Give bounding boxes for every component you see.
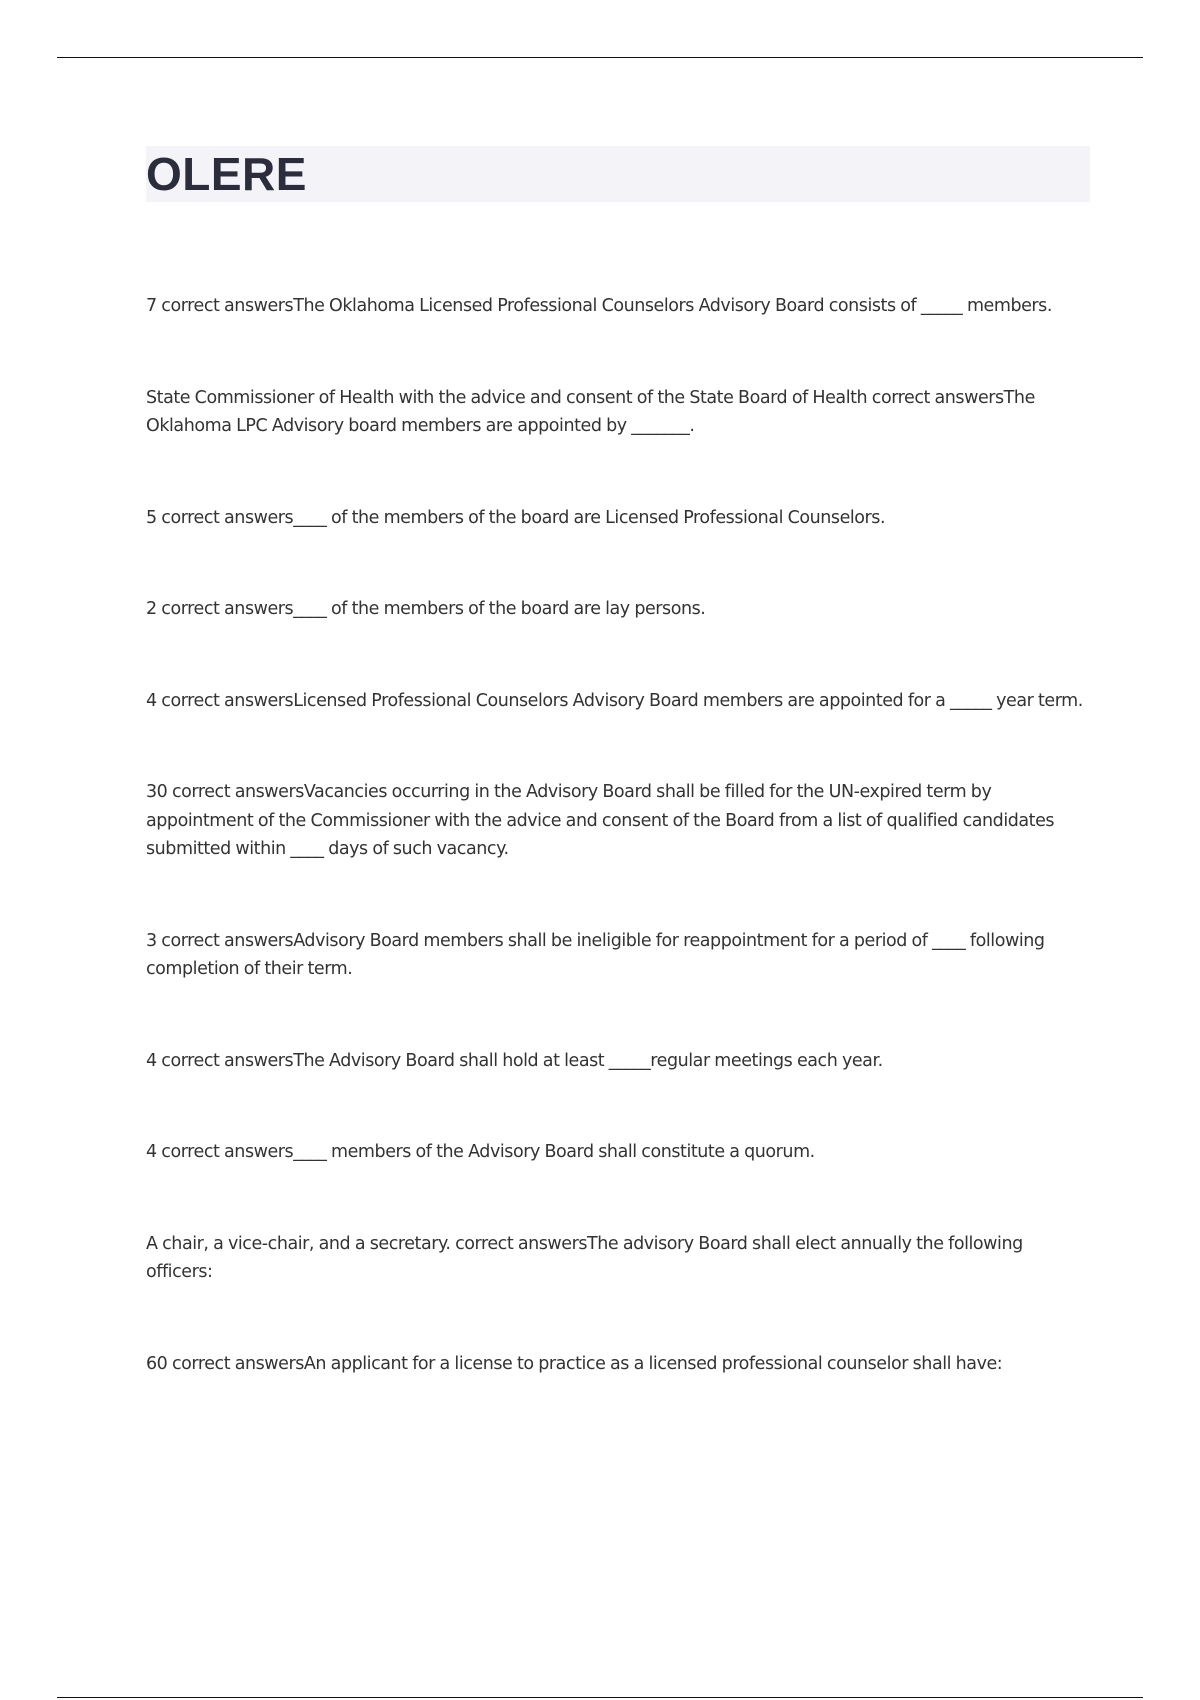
qa-item: 30 correct answersVacancies occurring in the Advisory Board shall be filled for the UN-expired term by appointment of the Commissioner with the advice and consent of the Board from a list of qualified candidates submitted within ____ days of such vacancy. <box>146 782 1055 859</box>
qa-item: 2 correct answers____ of the members of the board are lay persons. <box>146 599 706 619</box>
page-title: OLERE <box>146 148 307 200</box>
qa-item: 7 correct answersThe Oklahoma Licensed Professional Counselors Advisory Board consists of _____ members. <box>146 296 1052 316</box>
top-divider <box>57 57 1143 58</box>
qa-list <box>146 292 1092 1441</box>
qa-item: 5 correct answers____ of the members of the board are Licensed Professional Counselors. <box>146 507 886 528</box>
qa-item: A chair, a vice-chair, and a secretary. correct answersThe advisory Board shall elect annually the following officers: <box>146 1233 1023 1282</box>
qa-item: 4 correct answersLicensed Professional Counselors Advisory Board members are appointed for a _____ year term. <box>146 690 1083 711</box>
bottom-divider <box>57 1697 1143 1698</box>
qa-item: 4 correct answersThe Advisory Board shall hold at least _____regular meetings each year. <box>146 1050 883 1071</box>
qa-item: 60 correct answersAn applicant for a license to practice as a licensed professional counselor shall have: <box>146 1353 1003 1374</box>
qa-item: State Commissioner of Health with the advice and consent of the State Board of Health correct answersThe Oklahoma LPC Advisory board members are appointed by _______. <box>146 387 1035 436</box>
qa-item: 3 correct answersAdvisory Board members shall be ineligible for reappointment for a period of ____ following completion of their term. <box>146 930 1045 979</box>
qa-item: 4 correct answers____ members of the Advisory Board shall constitute a quorum. <box>146 1142 815 1162</box>
